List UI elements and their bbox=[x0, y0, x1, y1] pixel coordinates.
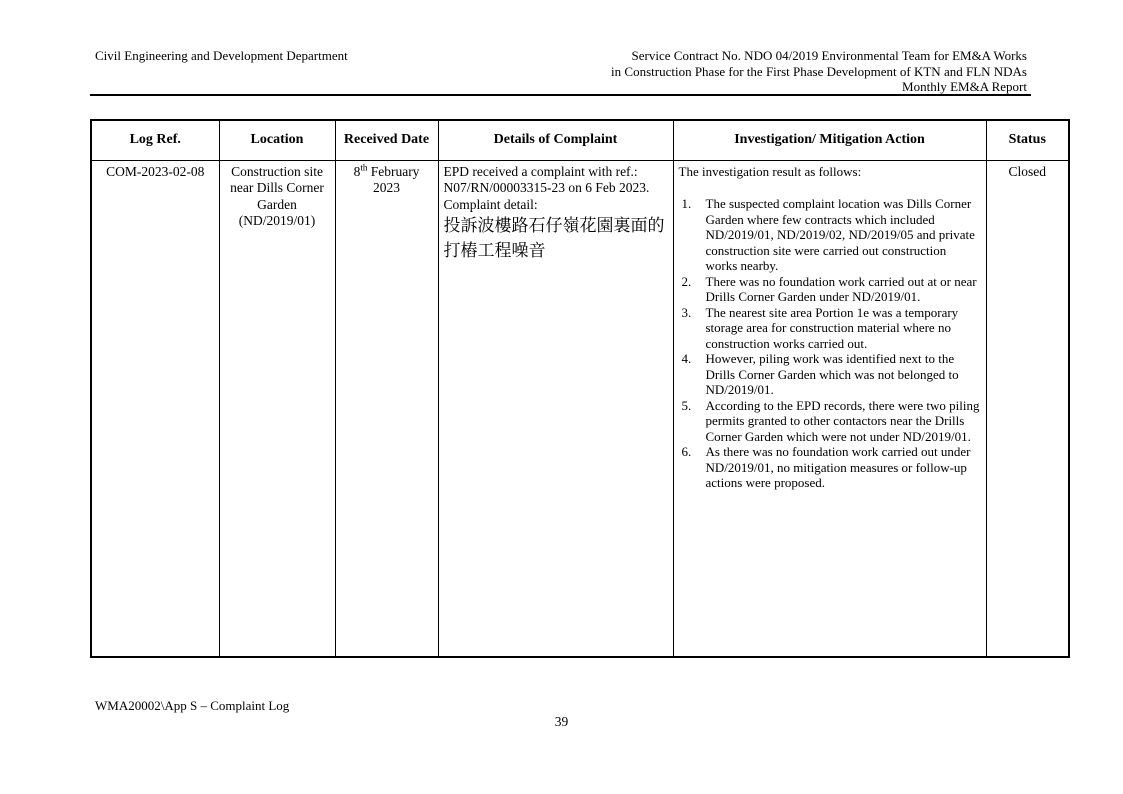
cell-received-date bbox=[335, 160, 438, 657]
cell-location: Construction site near Dills Corner Garden (ND/2019/01) bbox=[219, 160, 335, 657]
header-contract-info bbox=[611, 48, 1027, 95]
page-number: 39 bbox=[554, 714, 569, 729]
cell-log-ref: COM-2023-02-08 bbox=[91, 160, 219, 657]
cell-status: Closed bbox=[986, 160, 1069, 657]
header-contract-line-2: in Construction Phase for the First Phase Development of KTN and FLN NDAs bbox=[611, 63, 1027, 79]
header-department: Civil Engineering and Development Department bbox=[95, 48, 348, 63]
investigation-list bbox=[679, 196, 981, 491]
header-report-title: Monthly EM&A Report bbox=[902, 79, 1027, 94]
investigation-item-4: However, piling work was identified next to the Drills Corner Garden which was not belonged to ND/2019/01. bbox=[705, 351, 959, 397]
col-header-status: Status bbox=[986, 120, 1069, 160]
details-ref-line: EPD received a complaint with ref.: N07/RN/00003315-23 on 6 Feb 2023. bbox=[443, 163, 650, 195]
investigation-intro: The investigation result as follows: bbox=[678, 163, 862, 179]
col-header-investigation: Investigation/ Mitigation Action bbox=[673, 120, 986, 160]
col-header-details: Details of Complaint bbox=[438, 120, 673, 160]
header-divider-rule bbox=[90, 94, 1031, 96]
col-header-log-ref: Log Ref. bbox=[91, 120, 219, 160]
table-header-row bbox=[91, 120, 1069, 160]
table-row bbox=[91, 160, 1069, 657]
footer-document-ref: WMA20002\App S – Complaint Log bbox=[95, 698, 290, 713]
col-header-received-date: Received Date bbox=[335, 120, 438, 160]
investigation-item-2: There was no foundation work carried out at or near Drills Corner Garden under ND/2019/01. bbox=[705, 273, 977, 304]
complaint-log-table bbox=[90, 119, 1070, 658]
investigation-item-5: According to the EPD records, there were two piling permits granted to other contactors near the Drills Corner Garden which were not under ND/2019/01. bbox=[705, 397, 980, 444]
investigation-item-3: The nearest site area Portion 1e was a temporary storage area for construction material where no construction works carried out. bbox=[705, 304, 959, 351]
details-label: Complaint detail: bbox=[443, 196, 538, 212]
date-day: 8 bbox=[353, 163, 361, 179]
date-month-year: February 2023 bbox=[367, 163, 420, 195]
details-chinese-text: 投訴波樓路石仔嶺花園裏面的打樁工程噪音 bbox=[443, 216, 665, 260]
col-header-location: Location bbox=[219, 120, 335, 160]
investigation-item-6: As there was no foundation work carried out under ND/2019/01, no mitigation measures or follow-up actions were proposed. bbox=[705, 444, 971, 490]
investigation-item-1: The suspected complaint location was Dills Corner Garden where few contracts which included ND/2019/01, ND/2019/02, ND/2019/05 and private construction site were carried out construction works nearby. bbox=[705, 196, 975, 273]
date-ordinal-suffix: th bbox=[360, 162, 368, 172]
header-contract-line-1: Service Contract No. NDO 04/2019 Environmental Team for EM&A Works bbox=[631, 48, 1027, 63]
cell-investigation-action bbox=[673, 160, 986, 657]
cell-details-of-complaint bbox=[438, 160, 673, 657]
